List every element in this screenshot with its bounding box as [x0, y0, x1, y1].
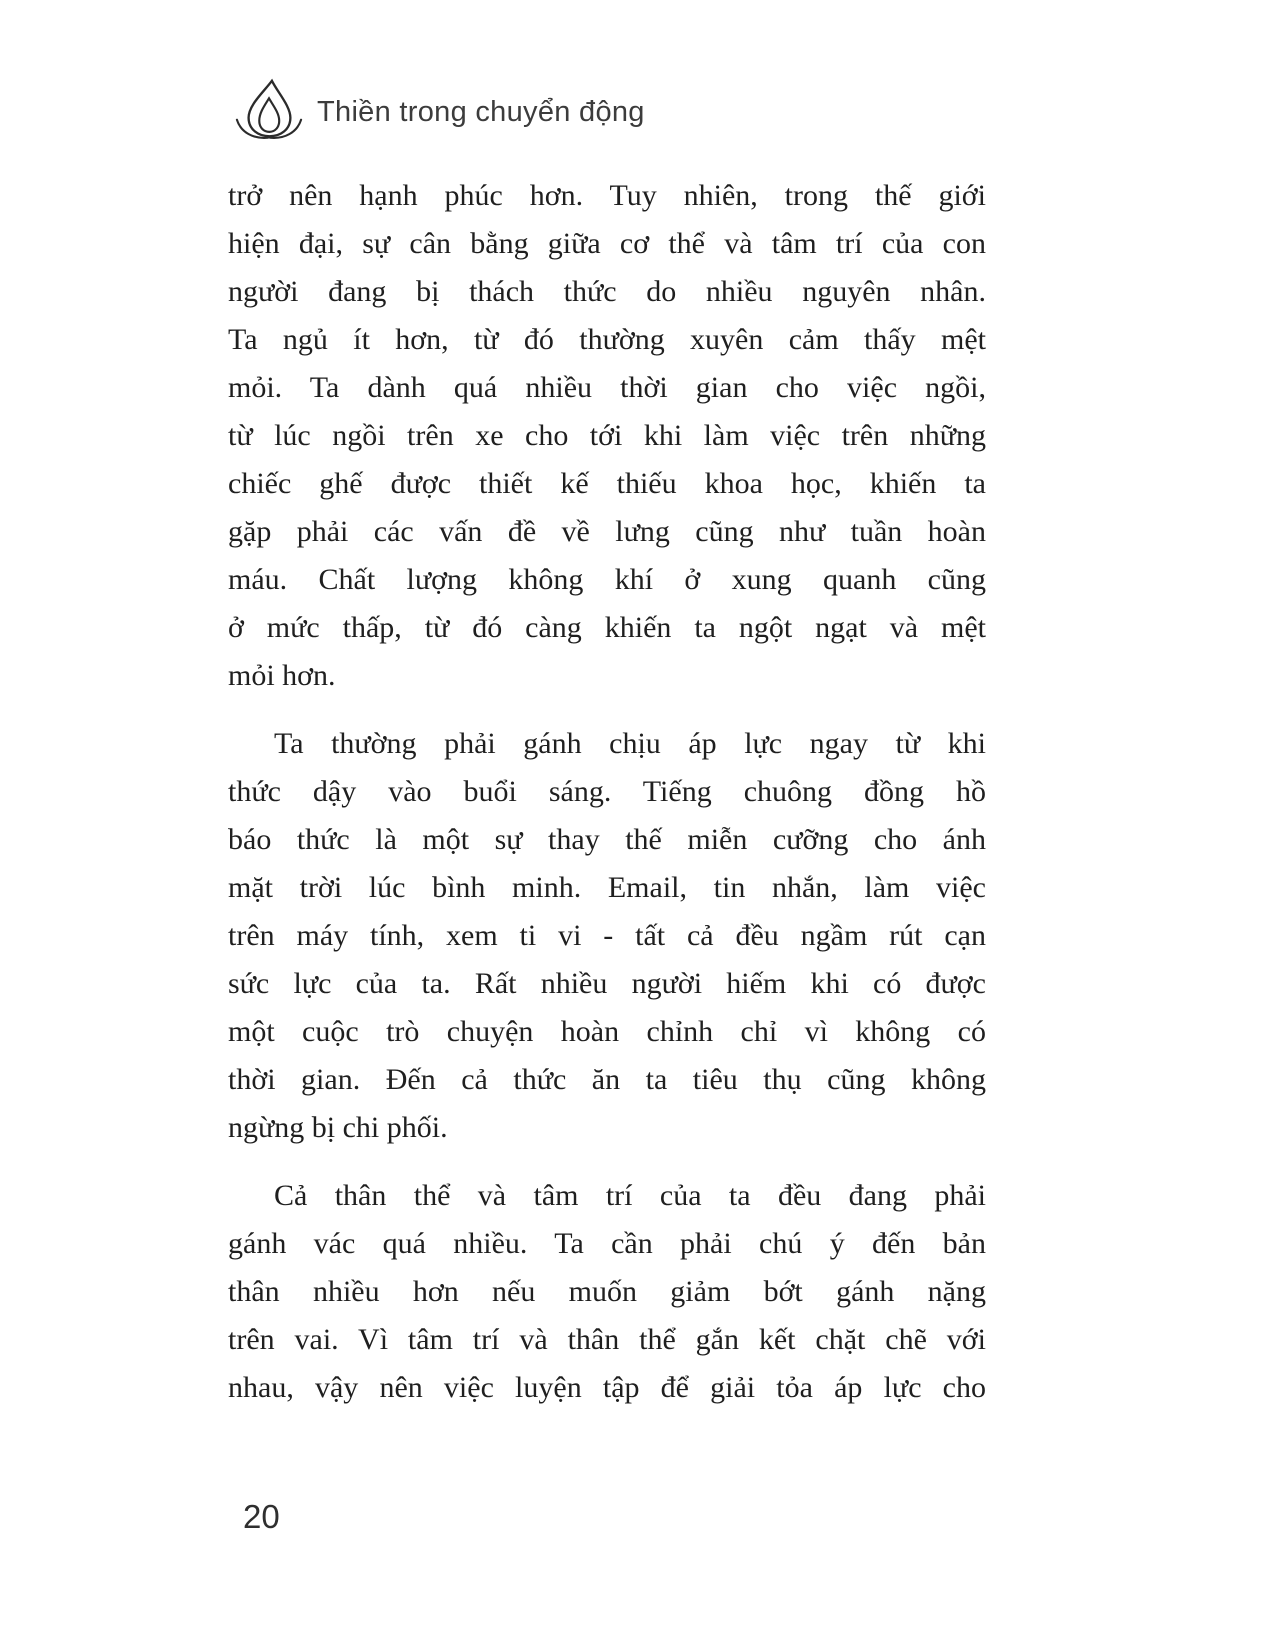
text-line: Ta ngủ ít hơn, từ đó thường xuyên cảm thấy mệt	[228, 323, 986, 356]
text-line: hiện đại, sự cân bằng giữa cơ thể và tâm trí của con	[228, 227, 986, 260]
text-line: gặp phải các vấn đề về lưng cũng như tuần hoàn	[228, 515, 986, 548]
lotus-drop-icon	[234, 78, 304, 142]
text-line: trên vai. Vì tâm trí và thân thể gắn kết chặt chẽ với	[228, 1323, 986, 1356]
text-line: thời gian. Đến cả thức ăn ta tiêu thụ cũng không	[228, 1063, 986, 1096]
text-line: trên máy tính, xem ti vi - tất cả đều ngầm rút cạn	[228, 919, 986, 952]
text-line: thân nhiều hơn nếu muốn giảm bớt gánh nặng	[228, 1275, 986, 1308]
text-line: Ta thường phải gánh chịu áp lực ngay từ khi	[274, 727, 986, 760]
paragraph	[228, 1172, 986, 1412]
text-line: mặt trời lúc bình minh. Email, tin nhắn, làm việc	[228, 871, 986, 904]
paragraph	[228, 720, 986, 1152]
text-line: thức dậy vào buổi sáng. Tiếng chuông đồng hồ	[228, 775, 986, 808]
page-number: 20	[243, 1498, 280, 1535]
text-line: mỏi hơn.	[228, 659, 336, 692]
paragraph	[228, 172, 986, 700]
text-line: chiếc ghế được thiết kế thiếu khoa học, khiến ta	[228, 467, 986, 500]
text-line: mỏi. Ta dành quá nhiều thời gian cho việc ngồi,	[228, 371, 986, 404]
text-line: Cả thân thể và tâm trí của ta đều đang phải	[274, 1179, 986, 1212]
text-line: sức lực của ta. Rất nhiều người hiếm khi có được	[228, 967, 986, 1000]
body-text	[228, 172, 986, 1432]
page-header	[234, 78, 645, 142]
text-line: người đang bị thách thức do nhiều nguyên nhân.	[228, 275, 986, 308]
text-line: báo thức là một sự thay thế miễn cưỡng cho ánh	[228, 823, 986, 856]
text-line: ở mức thấp, từ đó càng khiến ta ngột ngạt và mệt	[228, 611, 986, 644]
text-line: máu. Chất lượng không khí ở xung quanh cũng	[228, 563, 986, 596]
text-line: một cuộc trò chuyện hoàn chỉnh chỉ vì không có	[228, 1015, 986, 1048]
text-line: trở nên hạnh phúc hơn. Tuy nhiên, trong thế giới	[228, 179, 986, 212]
text-line: ngừng bị chi phối.	[228, 1111, 448, 1144]
text-line: từ lúc ngồi trên xe cho tới khi làm việc trên những	[228, 419, 986, 452]
text-line: gánh vác quá nhiều. Ta cần phải chú ý đến bản	[228, 1227, 986, 1260]
text-line: nhau, vậy nên việc luyện tập để giải tỏa áp lực cho	[228, 1371, 986, 1404]
running-head-title: Thiền trong chuyển động	[317, 95, 645, 128]
